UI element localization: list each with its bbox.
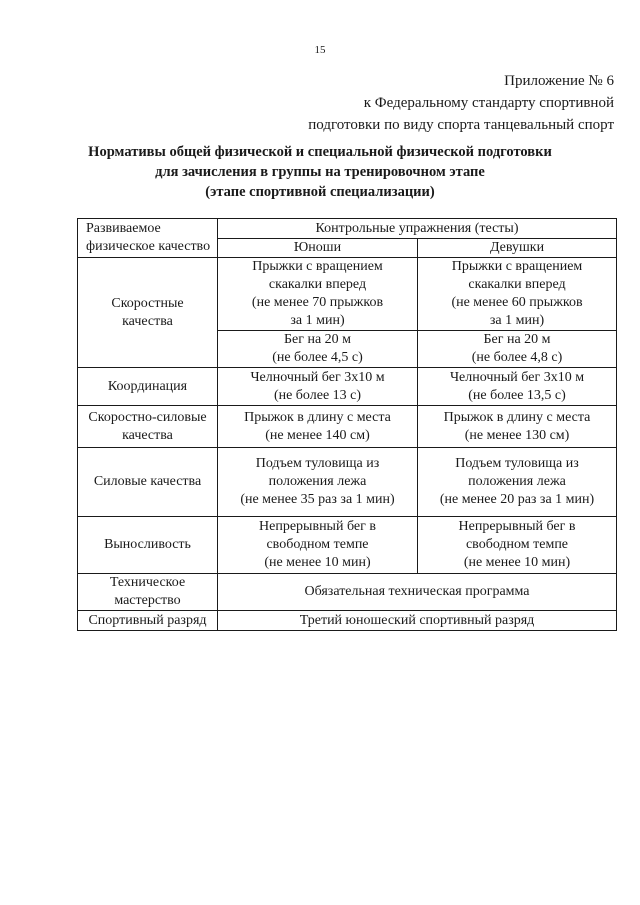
annex-heading [308,70,614,136]
header-quality-line-1: Развиваемое [86,221,161,236]
document-title [40,142,600,202]
page-number: 15 [314,44,326,56]
row-strength-girls: Подъем туловища из положения лежа (не менее 20 раз за 1 мин) [418,448,617,517]
row-speed-strength-girls: Прыжок в длину с места (не менее 130 см) [418,406,617,448]
annex-line-3: подготовки по виду спорта танцевальный спорт [308,117,614,133]
title-line-2: для зачисления в группы на тренировочном этапе [155,164,485,180]
annex-line-1: Приложение № 6 [504,73,614,89]
header-boys: Юноши [218,239,418,258]
header-girls: Девушки [418,239,617,258]
header-tests: Контрольные упражнения (тесты) [218,219,617,239]
row-technique-value: Обязательная техническая программа [218,574,617,611]
table-row [78,574,617,611]
row-speed-quality: Скоростные качества [78,258,218,368]
row-speed-strength-boys: Прыжок в длину с места (не менее 140 см) [218,406,418,448]
header-quality-line-2: физическое качество [86,239,211,254]
table-row [78,611,617,631]
row-endurance-quality: Выносливость [78,517,218,574]
title-line-3: (этапе спортивной специализации) [205,184,435,200]
row-strength-quality: Силовые качества [78,448,218,517]
annex-line-2: к Федеральному стандарту спортивной [363,95,614,111]
row-strength-boys: Подъем туловища из положения лежа (не менее 35 раз за 1 мин) [218,448,418,517]
row-coordination-boys: Челночный бег 3х10 м (не более 13 с) [218,368,418,406]
table-row [78,258,617,331]
row-coordination-girls: Челночный бег 3х10 м (не более 13,5 с) [418,368,617,406]
row-speed-boys-1: Прыжки с вращением скакалки вперед (не менее 70 прыжков за 1 мин) [218,258,418,331]
table-row [78,368,617,406]
header-quality [78,219,218,258]
table-row [78,448,617,517]
title-line-1: Нормативы общей физической и специальной физической подготовки [88,144,552,160]
row-speed-girls-2: Бег на 20 м (не более 4,8 с) [418,331,617,368]
row-rank-quality: Спортивный разряд [78,611,218,631]
row-speed-strength-quality: Скоростно-силовые качества [78,406,218,448]
row-coordination-quality: Координация [78,368,218,406]
table-row [78,517,617,574]
row-speed-girls-1: Прыжки с вращением скакалки вперед (не менее 60 прыжков за 1 мин) [418,258,617,331]
standards-table [77,218,617,631]
row-endurance-girls: Непрерывный бег в свободном темпе (не менее 10 мин) [418,517,617,574]
row-endurance-boys: Непрерывный бег в свободном темпе (не менее 10 мин) [218,517,418,574]
table-row [78,406,617,448]
row-speed-boys-2: Бег на 20 м (не более 4,5 с) [218,331,418,368]
row-rank-value: Третий юношеский спортивный разряд [218,611,617,631]
table-header-row [78,219,617,239]
row-technique-quality: Техническое мастерство [78,574,218,611]
